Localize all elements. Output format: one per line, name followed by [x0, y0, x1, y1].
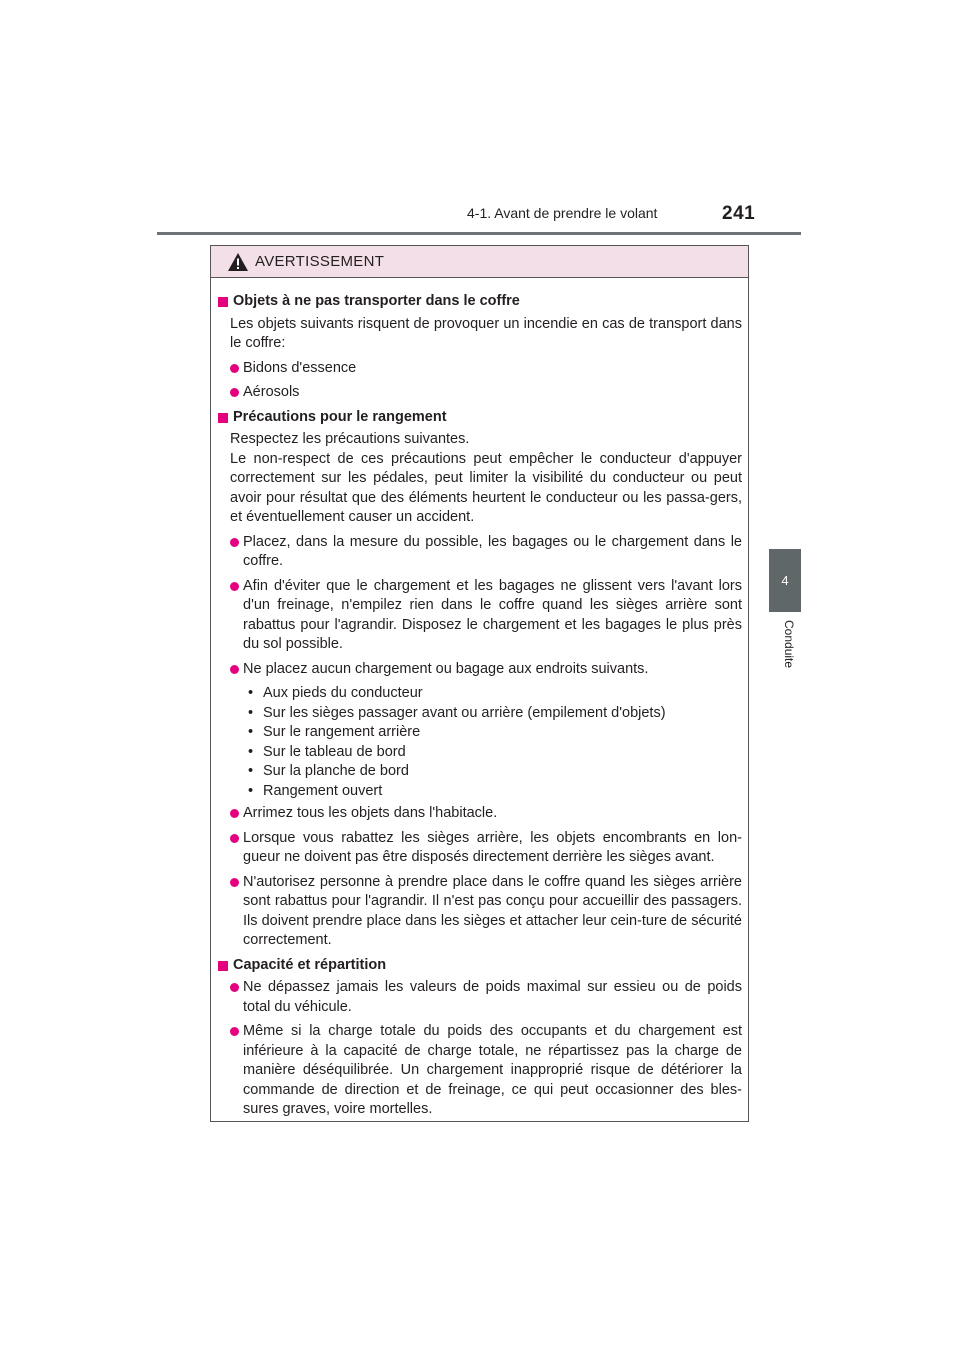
heading-text: Précautions pour le rangement	[233, 408, 447, 425]
warning-header	[211, 246, 748, 278]
list-item-text: Afin d'éviter que le chargement et les bagages ne glissent vers l'avant lors d'un freinage, n'empilez rien dans le coffre quand les sièges arrière sont rabattus pour l'agrandir. Disposez le chargement et les bagages le plus près du sol possible.	[243, 577, 742, 652]
section-heading	[217, 408, 742, 428]
list-item	[217, 577, 742, 655]
warning-triangle-icon	[227, 252, 249, 272]
list-item-text: Bidons d'essence	[243, 359, 357, 376]
round-bullet-icon	[230, 364, 239, 373]
sub-list-item-text: Sur le tableau de bord	[263, 743, 406, 760]
sub-list-item-text: Sur la planche de bord	[263, 763, 409, 779]
round-bullet-icon	[230, 1027, 239, 1036]
sub-list-item: • Sur le rangement arrière	[248, 723, 742, 743]
round-bullet-icon	[230, 809, 239, 818]
section-title: 4-1. Avant de prendre le volant	[467, 205, 658, 221]
square-bullet-icon	[218, 961, 228, 971]
section-heading	[217, 292, 742, 312]
paragraph: Les objets suivants risquent de provoquer un incendie en cas de transport dans le coffre:	[230, 315, 742, 351]
round-bullet-icon	[230, 388, 239, 397]
paragraph: Respectez les précautions suivantes.	[230, 431, 470, 447]
heading-text: Objets à ne pas transporter dans le coffre	[233, 293, 520, 309]
heading-text: Capacité et répartition	[233, 956, 387, 973]
list-item-text: Ne dépassez jamais les valeurs de poids maximal sur essieu ou de poids total du véhicule.	[243, 979, 742, 1015]
round-bullet-icon	[230, 665, 239, 674]
list-item-text: N'autorisez personne à prendre place dans le coffre quand les sièges arrière sont rabattus pour l'agrandir. Il n'est pas conçu pour accueillir des passagers. Ils doivent prendre place dans les sièges et attacher leur cein-ture de sécurité correctement.	[243, 873, 742, 948]
sub-list-item-text: Aux pieds du conducteur	[263, 685, 423, 701]
list-item-text: Aérosols	[243, 384, 300, 400]
list-item	[217, 873, 742, 951]
round-bullet-icon	[230, 582, 239, 591]
sub-list	[217, 684, 742, 801]
list-item-text: Même si la charge totale du poids des occupants et du chargement est inférieure à la capacité de charge totale, ne répartissez pas la charge de manière déséquilibrée. Un chargement inapproprié risque de détériorer la commande de direction et de freinage, ce qui peut occasionner des bles-sures graves, voire mortelles.	[243, 1023, 742, 1117]
paragraph: Le non-respect de ces précautions peut empêcher le conducteur d'appuyer correctement sur les pédales, peut limiter la visibilité du conducteur ou peut avoir pour résultat que des éléments heurtent le conducteur ou les passa-gers, et éventuellement causer un accident.	[230, 450, 742, 525]
section-heading	[217, 956, 742, 976]
round-bullet-icon	[230, 834, 239, 843]
side-tab-number: 4	[781, 573, 789, 588]
sub-list-item: • Rangement ouvert	[248, 782, 742, 802]
round-bullet-icon	[230, 983, 239, 992]
warning-title: AVERTISSEMENT	[255, 253, 385, 270]
round-bullet-icon	[230, 538, 239, 547]
list-item	[217, 359, 742, 379]
list-item	[217, 660, 742, 680]
list-item-text: Arrimez tous les objets dans l'habitacle.	[243, 805, 498, 821]
sub-list-item: • Sur le tableau de bord	[248, 743, 742, 763]
header-divider	[157, 232, 801, 235]
square-bullet-icon	[218, 413, 228, 423]
list-item	[217, 1022, 742, 1120]
list-item-text: Placez, dans la mesure du possible, les bagages ou le chargement dans le coffre.	[243, 533, 742, 569]
page-number: 241	[722, 203, 756, 224]
list-item	[217, 978, 742, 1017]
sub-list-item-text: Sur les sièges passager avant ou arrière (empilement d'objets)	[263, 704, 666, 721]
sub-list-item-text: Sur le rangement arrière	[263, 724, 421, 740]
side-tab	[769, 549, 801, 612]
list-item	[217, 804, 742, 824]
warning-box	[210, 245, 749, 1122]
sub-list-item: • Aux pieds du conducteur	[248, 684, 742, 704]
sub-list-item: • Sur la planche de bord	[248, 762, 742, 782]
list-item	[217, 533, 742, 572]
sub-list-item-text: Rangement ouvert	[263, 782, 383, 799]
side-tab-label: Conduite	[782, 620, 796, 669]
list-item	[217, 383, 742, 403]
round-bullet-icon	[230, 878, 239, 887]
warning-content	[211, 278, 748, 1120]
list-item	[217, 829, 742, 868]
list-item-text: Ne placez aucun chargement ou bagage aux endroits suivants.	[243, 660, 649, 677]
square-bullet-icon	[218, 297, 228, 307]
sub-list-item: • Sur les sièges passager avant ou arrière (empilement d'objets)	[248, 704, 742, 724]
list-item-text: Lorsque vous rabattez les sièges arrière, les objets encombrants en lon-gueur ne doivent pas être disposés directement derrière les sièges avant.	[243, 829, 742, 865]
